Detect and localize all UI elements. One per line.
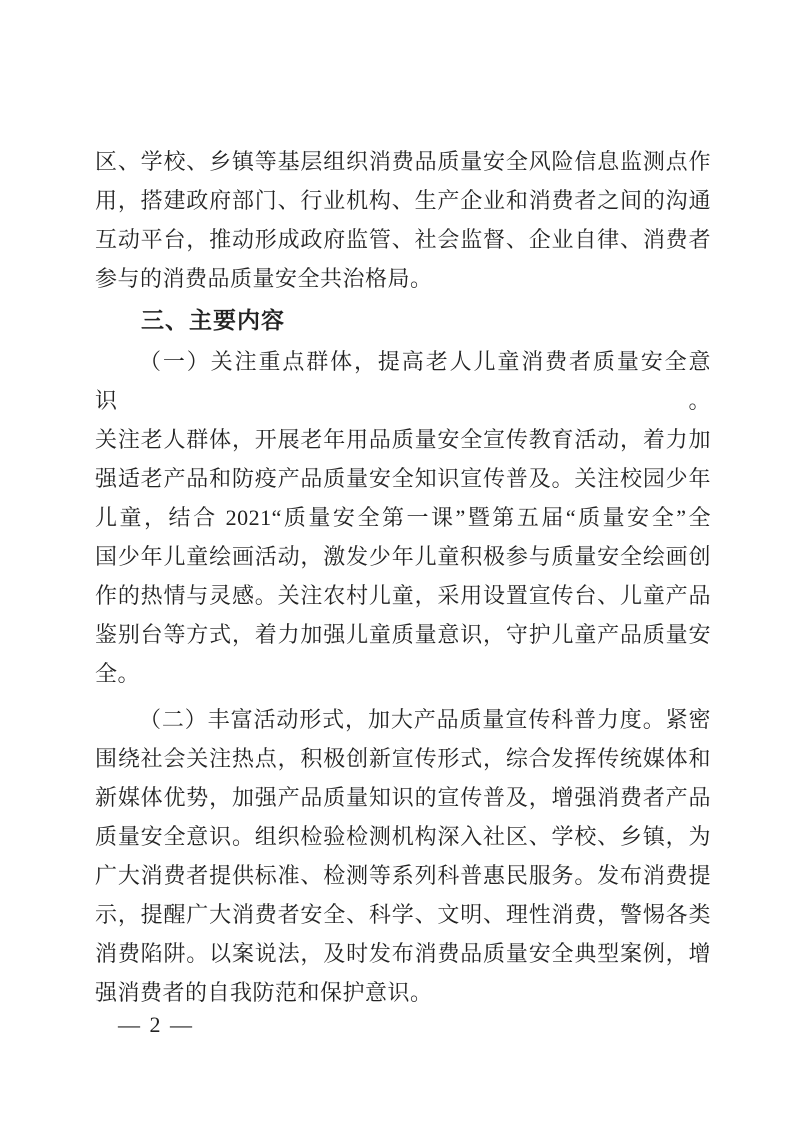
page-number: — 2 — [118,1012,194,1037]
text-line: 参与的消费品质量安全共治格局。 [95,266,433,291]
section-heading: 三、主要内容 [141,307,285,333]
text-line: 用，搭建政府部门、行业机构、生产企业和消费者之间的沟通 [95,188,711,213]
text-line: 示，提醒广大消费者安全、科学、文明、理性消费，警惕各类 [95,902,711,927]
text-line: 围绕社会关注热点，积极创新宣传形式，综合发挥传统媒体和 [95,746,711,771]
paragraph-continuation [95,142,711,298]
text-line: 新媒体优势，加强产品质量知识的宣传普及，增强消费者产品 [95,785,711,810]
text-line: 消费陷阱。以案说法，及时发布消费品质量安全典型案例，增 [95,941,711,966]
text-line: 广大消费者提供标准、检测等系列科普惠民服务。发布消费提 [95,863,711,888]
text-line: 关注老人群体，开展老年用品质量安全宣传教育活动，着力加 [95,427,711,452]
body-text [95,142,711,1012]
text-line: 鉴别台等方式，着力加强儿童质量意识，守护儿童产品质量安 [95,622,711,647]
text-line: 作的热情与灵感。关注农村儿童，采用设置宣传台、儿童产品 [95,583,711,608]
text-line: 质量安全意识。组织检验检测机构深入社区、学校、乡镇，为 [95,824,711,849]
text-line: （二）丰富活动形式，加大产品质量宣传科普力度。紧密 [139,707,711,732]
paragraph-two [95,700,711,1012]
text-line: 互动平台，推动形成政府监管、社会监督、企业自律、消费者 [95,227,711,252]
text-line: （一）关注重点群体，提高老人儿童消费者质量安全意识。 [95,349,711,413]
text-line: 国少年儿童绘画活动，激发少年儿童积极参与质量安全绘画创 [95,544,711,569]
text-line: 强消费者的自我防范和保护意识。 [95,980,433,1005]
paragraph-one [95,342,711,693]
text-line: 全。 [95,661,141,686]
text-line: 强适老产品和防疫产品质量安全知识宣传普及。关注校园少年 [95,466,711,491]
text-line: 区、学校、乡镇等基层组织消费品质量安全风险信息监测点作 [95,149,711,174]
text-line: 儿童，结合 2021“质量安全第一课”暨第五届“质量安全”全 [95,505,711,530]
